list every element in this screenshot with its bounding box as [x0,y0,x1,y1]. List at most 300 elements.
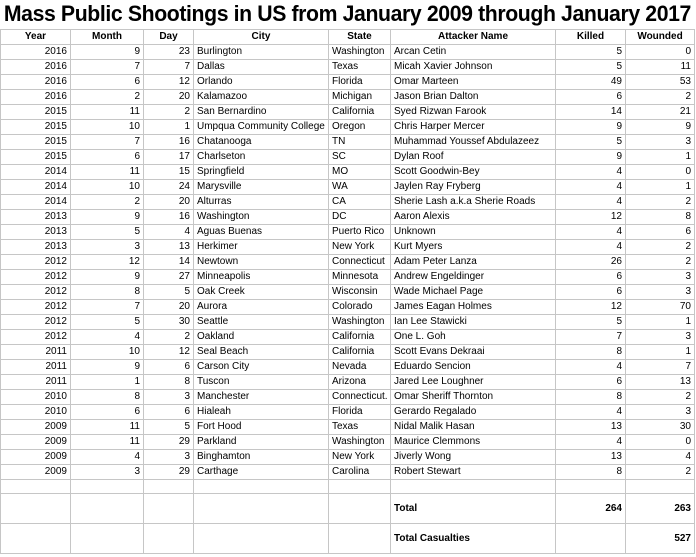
cell-attacker-name[interactable]: Omar Sheriff Thornton [391,390,556,405]
cell-year[interactable]: 2015 [1,105,71,120]
cell-state[interactable]: Nevada [329,360,391,375]
cell-killed[interactable]: 5 [556,60,626,75]
cell-state[interactable]: DC [329,210,391,225]
total-casualties-row [1,524,695,554]
cell-month[interactable]: 2 [71,90,144,105]
cell-state[interactable]: California [329,105,391,120]
cell-state[interactable]: New York [329,450,391,465]
cell-state[interactable]: Carolina [329,465,391,480]
cell-day[interactable]: 29 [144,435,194,450]
cell-wounded[interactable]: 8 [626,210,695,225]
cell[interactable] [556,480,626,494]
cell-year[interactable]: 2015 [1,135,71,150]
cell-month[interactable]: 6 [71,150,144,165]
cell-killed[interactable]: 5 [556,45,626,60]
table-row [1,360,695,375]
total-wounded[interactable]: 263 [626,494,695,524]
cell[interactable] [71,494,144,524]
cell-attacker-name[interactable]: Kurt Myers [391,240,556,255]
cell-day[interactable]: 20 [144,300,194,315]
cell-day[interactable]: 24 [144,180,194,195]
cell-day[interactable]: 20 [144,90,194,105]
cell-day[interactable]: 13 [144,240,194,255]
total-killed[interactable]: 264 [556,494,626,524]
table-row [1,210,695,225]
cell-year[interactable]: 2016 [1,90,71,105]
cell-day[interactable]: 8 [144,375,194,390]
cell-month[interactable]: 12 [71,255,144,270]
cell-killed[interactable]: 4 [556,180,626,195]
cell-city[interactable]: Springfield [194,165,329,180]
table-row [1,225,695,240]
cell[interactable] [1,494,71,524]
cell-city[interactable]: Chatanooga [194,135,329,150]
cell-wounded[interactable]: 2 [626,195,695,210]
cell-attacker-name[interactable]: Aaron Alexis [391,210,556,225]
cell-wounded[interactable]: 7 [626,360,695,375]
total-label[interactable]: Total [391,494,556,524]
cell-state[interactable]: MO [329,165,391,180]
cell-wounded[interactable]: 6 [626,225,695,240]
cell-state[interactable]: Arizona [329,375,391,390]
cell-city[interactable]: Oakland [194,330,329,345]
total-row [1,494,695,524]
cell-killed[interactable]: 9 [556,120,626,135]
cell-city[interactable]: Hialeah [194,405,329,420]
cell-month[interactable]: 9 [71,45,144,60]
cell-month[interactable]: 11 [71,435,144,450]
cell-day[interactable]: 2 [144,105,194,120]
cell-year[interactable]: 2011 [1,375,71,390]
cell-month[interactable]: 6 [71,75,144,90]
cell-city[interactable]: Marysville [194,180,329,195]
cell[interactable] [329,524,391,554]
cell-city[interactable]: Tuscon [194,375,329,390]
cell-wounded[interactable]: 3 [626,285,695,300]
cell-state[interactable]: California [329,330,391,345]
sheet-title: Mass Public Shootings in US from January 2009 through January 2017 [3,1,691,26]
cell-wounded[interactable]: 11 [626,60,695,75]
cell-state[interactable]: Minnesota [329,270,391,285]
cell-month[interactable]: 9 [71,360,144,375]
cell-year[interactable]: 2014 [1,195,71,210]
cell-state[interactable]: Oregon [329,120,391,135]
column-header-month[interactable]: Month [71,30,144,45]
cell-year[interactable]: 2013 [1,240,71,255]
cell-year[interactable]: 2009 [1,435,71,450]
cell-month[interactable]: 5 [71,315,144,330]
cell-wounded[interactable]: 2 [626,390,695,405]
cell-day[interactable]: 16 [144,135,194,150]
cell-killed[interactable]: 6 [556,90,626,105]
cell-day[interactable]: 27 [144,270,194,285]
cell-day[interactable]: 5 [144,420,194,435]
cell-year[interactable]: 2012 [1,330,71,345]
cell-killed[interactable]: 9 [556,150,626,165]
cell-month[interactable]: 10 [71,180,144,195]
cell-city[interactable]: Manchester [194,390,329,405]
cell-year[interactable]: 2013 [1,225,71,240]
cell-month[interactable]: 4 [71,450,144,465]
cell-month[interactable]: 11 [71,105,144,120]
cell-attacker-name[interactable]: Nidal Malik Hasan [391,420,556,435]
cell-city[interactable]: Binghamton [194,450,329,465]
cell-city[interactable]: Dallas [194,60,329,75]
cell-killed[interactable]: 4 [556,435,626,450]
table-row [1,375,695,390]
cell[interactable] [144,524,194,554]
cell-day[interactable]: 23 [144,45,194,60]
cell-day[interactable]: 3 [144,390,194,405]
cell-attacker-name[interactable]: Muhammad Youssef Abdulazeez [391,135,556,150]
cell-killed[interactable]: 4 [556,360,626,375]
cell-month[interactable]: 11 [71,420,144,435]
cell-killed[interactable]: 12 [556,210,626,225]
cell-wounded[interactable]: 3 [626,405,695,420]
cell-day[interactable]: 12 [144,345,194,360]
cell-city[interactable]: Herkimer [194,240,329,255]
cell-killed[interactable]: 8 [556,345,626,360]
cell[interactable] [1,480,71,494]
cell-year[interactable]: 2012 [1,315,71,330]
cell-wounded[interactable]: 21 [626,105,695,120]
cell-year[interactable]: 2016 [1,45,71,60]
cell-month[interactable]: 4 [71,330,144,345]
cell-month[interactable]: 1 [71,375,144,390]
table-row [1,150,695,165]
cell-year[interactable]: 2011 [1,360,71,375]
cell-state[interactable]: Florida [329,75,391,90]
cell-state[interactable]: SC [329,150,391,165]
cell-wounded[interactable]: 0 [626,435,695,450]
cell[interactable] [556,524,626,554]
cell-attacker-name[interactable]: Adam Peter Lanza [391,255,556,270]
cell-attacker-name[interactable]: Chris Harper Mercer [391,120,556,135]
cell-killed[interactable]: 4 [556,225,626,240]
cell-day[interactable]: 15 [144,165,194,180]
cell-killed[interactable]: 4 [556,165,626,180]
totals-section [1,480,695,554]
cell[interactable] [194,524,329,554]
table-row [1,330,695,345]
cell-attacker-name[interactable]: Scott Evans Dekraai [391,345,556,360]
cell-year[interactable]: 2015 [1,120,71,135]
cell-year[interactable]: 2015 [1,150,71,165]
cell-killed[interactable]: 13 [556,420,626,435]
cell[interactable] [329,480,391,494]
cell-killed[interactable]: 7 [556,330,626,345]
cell-day[interactable]: 14 [144,255,194,270]
table-row [1,345,695,360]
cell-city[interactable]: Seal Beach [194,345,329,360]
cell-day[interactable]: 29 [144,465,194,480]
cell-day[interactable]: 16 [144,210,194,225]
cell-killed[interactable]: 6 [556,270,626,285]
cell-year[interactable]: 2016 [1,60,71,75]
cell-state[interactable]: Puerto Rico [329,225,391,240]
cell-wounded[interactable]: 0 [626,45,695,60]
column-header-attacker-name[interactable]: Attacker Name [391,30,556,45]
cell-attacker-name[interactable]: Unknown [391,225,556,240]
cell-wounded[interactable]: 4 [626,450,695,465]
cell-year[interactable]: 2010 [1,405,71,420]
cell-month[interactable]: 3 [71,465,144,480]
cell[interactable] [1,524,71,554]
table-row [1,420,695,435]
cell-day[interactable]: 3 [144,450,194,465]
cell[interactable] [391,480,556,494]
cell-attacker-name[interactable]: One L. Goh [391,330,556,345]
cell-city[interactable]: Umpqua Community College [194,120,329,135]
cell-killed[interactable]: 14 [556,105,626,120]
column-header-day[interactable]: Day [144,30,194,45]
cell-state[interactable]: Washington [329,435,391,450]
column-header-city[interactable]: City [194,30,329,45]
table-row [1,390,695,405]
cell-day[interactable]: 6 [144,405,194,420]
cell-state[interactable]: Colorado [329,300,391,315]
cell-wounded[interactable]: 9 [626,120,695,135]
cell-day[interactable]: 17 [144,150,194,165]
cell-wounded[interactable]: 13 [626,375,695,390]
cell-year[interactable]: 2014 [1,180,71,195]
cell-city[interactable]: Kalamazoo [194,90,329,105]
cell-city[interactable]: Newtown [194,255,329,270]
cell-killed[interactable]: 5 [556,315,626,330]
cell[interactable] [329,494,391,524]
cell-day[interactable]: 30 [144,315,194,330]
cell-killed[interactable]: 5 [556,135,626,150]
cell-city[interactable]: Washington [194,210,329,225]
cell-state[interactable]: TN [329,135,391,150]
cell-day[interactable]: 20 [144,195,194,210]
cell-killed[interactable]: 26 [556,255,626,270]
cell-year[interactable]: 2012 [1,300,71,315]
cell-wounded[interactable]: 53 [626,75,695,90]
table-row [1,405,695,420]
cell-city[interactable]: Orlando [194,75,329,90]
cell-state[interactable]: Connecticut [329,255,391,270]
table-row [1,120,695,135]
cell-attacker-name[interactable]: Jason Brian Dalton [391,90,556,105]
cell-attacker-name[interactable]: Dylan Roof [391,150,556,165]
cell-year[interactable]: 2016 [1,75,71,90]
total-casualties-value[interactable]: 527 [626,524,695,554]
table-row [1,435,695,450]
cell-attacker-name[interactable]: Maurice Clemmons [391,435,556,450]
cell-year[interactable]: 2010 [1,390,71,405]
cell-attacker-name[interactable]: Micah Xavier Johnson [391,60,556,75]
table-row [1,180,695,195]
cell[interactable] [144,494,194,524]
cell-wounded[interactable]: 1 [626,150,695,165]
cell-day[interactable]: 1 [144,120,194,135]
column-header-year[interactable]: Year [1,30,71,45]
total-casualties-label[interactable]: Total Casualties [391,524,556,554]
cell-month[interactable]: 11 [71,165,144,180]
table-row [1,45,695,60]
table-row [1,165,695,180]
cell-state[interactable]: Washington [329,315,391,330]
column-header-wounded[interactable]: Wounded [626,30,695,45]
cell-killed[interactable]: 4 [556,405,626,420]
header-row [1,30,695,45]
cell-state[interactable]: California [329,345,391,360]
cell-month[interactable]: 8 [71,285,144,300]
cell-attacker-name[interactable]: Omar Marteen [391,75,556,90]
cell-city[interactable]: Oak Creek [194,285,329,300]
cell[interactable] [194,480,329,494]
cell-attacker-name[interactable]: Arcan Cetin [391,45,556,60]
cell[interactable] [194,494,329,524]
cell-state[interactable]: Texas [329,60,391,75]
cell-killed[interactable]: 6 [556,375,626,390]
cell-day[interactable]: 5 [144,285,194,300]
table-row [1,450,695,465]
cell-state[interactable]: Wisconsin [329,285,391,300]
cell-month[interactable]: 3 [71,240,144,255]
cell-year[interactable]: 2009 [1,465,71,480]
cell-attacker-name[interactable]: Robert Stewart [391,465,556,480]
cell-wounded[interactable]: 1 [626,180,695,195]
cell-wounded[interactable]: 30 [626,420,695,435]
cell-state[interactable]: WA [329,180,391,195]
cell[interactable] [71,480,144,494]
shootings-table [0,29,695,554]
cell-city[interactable]: Aurora [194,300,329,315]
cell-wounded[interactable]: 2 [626,90,695,105]
cell-month[interactable]: 10 [71,345,144,360]
cell-state[interactable]: Michigan [329,90,391,105]
cell-city[interactable]: Minneapolis [194,270,329,285]
cell-year[interactable]: 2012 [1,270,71,285]
column-header-killed[interactable]: Killed [556,30,626,45]
cell-state[interactable]: Connecticut. [329,390,391,405]
cell-year[interactable]: 2012 [1,285,71,300]
cell-attacker-name[interactable]: James Eagan Holmes [391,300,556,315]
cell-wounded[interactable]: 1 [626,315,695,330]
cell-day[interactable]: 7 [144,60,194,75]
cell[interactable] [71,524,144,554]
cell-wounded[interactable]: 2 [626,240,695,255]
table-row [1,60,695,75]
cell-city[interactable]: Seattle [194,315,329,330]
cell-month[interactable]: 8 [71,390,144,405]
cell-killed[interactable]: 4 [556,195,626,210]
cell-month[interactable]: 7 [71,135,144,150]
cell-city[interactable]: Carson City [194,360,329,375]
cell-day[interactable]: 6 [144,360,194,375]
cell-state[interactable]: New York [329,240,391,255]
cell-attacker-name[interactable]: Jiverly Wong [391,450,556,465]
cell-killed[interactable]: 49 [556,75,626,90]
cell-attacker-name[interactable]: Eduardo Sencion [391,360,556,375]
cell-year[interactable]: 2013 [1,210,71,225]
cell-attacker-name[interactable]: Ian Lee Stawicki [391,315,556,330]
cell-killed[interactable]: 12 [556,300,626,315]
cell-attacker-name[interactable]: Jaylen Ray Fryberg [391,180,556,195]
cell-state[interactable]: Texas [329,420,391,435]
cell-killed[interactable]: 8 [556,390,626,405]
cell-month[interactable]: 7 [71,60,144,75]
cell-month[interactable]: 9 [71,210,144,225]
cell-attacker-name[interactable]: Syed Rizwan Farook [391,105,556,120]
cell-state[interactable]: Washington [329,45,391,60]
cell-year[interactable]: 2012 [1,255,71,270]
cell-day[interactable]: 12 [144,75,194,90]
cell-month[interactable]: 5 [71,225,144,240]
cell-attacker-name[interactable]: Sherie Lash a.k.a Sherie Roads [391,195,556,210]
cell-attacker-name[interactable]: Andrew Engeldinger [391,270,556,285]
cell-killed[interactable]: 4 [556,240,626,255]
table-row [1,255,695,270]
cell-attacker-name[interactable]: Scott Goodwin-Bey [391,165,556,180]
spacer-row [1,480,695,494]
table-row [1,75,695,90]
cell-wounded[interactable]: 3 [626,135,695,150]
cell-month[interactable]: 6 [71,405,144,420]
cell-wounded[interactable]: 3 [626,330,695,345]
cell-wounded[interactable]: 3 [626,270,695,285]
cell-city[interactable]: Fort Hood [194,420,329,435]
cell-year[interactable]: 2009 [1,450,71,465]
cell-city[interactable]: Alturras [194,195,329,210]
cell-year[interactable]: 2009 [1,420,71,435]
cell-city[interactable]: Charlseton [194,150,329,165]
cell-attacker-name[interactable]: Wade Michael Page [391,285,556,300]
cell-year[interactable]: 2011 [1,345,71,360]
cell-month[interactable]: 7 [71,300,144,315]
cell[interactable] [626,480,695,494]
cell-month[interactable]: 2 [71,195,144,210]
cell-city[interactable]: San Bernardino [194,105,329,120]
cell-city[interactable]: Aguas Buenas [194,225,329,240]
cell-day[interactable]: 4 [144,225,194,240]
cell-wounded[interactable]: 1 [626,345,695,360]
cell-day[interactable]: 2 [144,330,194,345]
cell-killed[interactable]: 13 [556,450,626,465]
cell[interactable] [144,480,194,494]
cell-state[interactable]: Florida [329,405,391,420]
cell-city[interactable]: Parkland [194,435,329,450]
cell-attacker-name[interactable]: Jared Lee Loughner [391,375,556,390]
cell-killed[interactable]: 6 [556,285,626,300]
cell-wounded[interactable]: 2 [626,255,695,270]
table-row [1,285,695,300]
cell-city[interactable]: Burlington [194,45,329,60]
cell-month[interactable]: 10 [71,120,144,135]
table-body [1,45,695,480]
cell-wounded[interactable]: 0 [626,165,695,180]
cell-killed[interactable]: 8 [556,465,626,480]
table-row [1,270,695,285]
column-header-state[interactable]: State [329,30,391,45]
cell-wounded[interactable]: 2 [626,465,695,480]
table-row [1,315,695,330]
table-row [1,135,695,150]
table-row [1,465,695,480]
cell-month[interactable]: 9 [71,270,144,285]
table-row [1,195,695,210]
cell-wounded[interactable]: 70 [626,300,695,315]
cell-city[interactable]: Carthage [194,465,329,480]
cell-attacker-name[interactable]: Gerardo Regalado [391,405,556,420]
table-row [1,105,695,120]
cell-state[interactable]: CA [329,195,391,210]
cell-year[interactable]: 2014 [1,165,71,180]
table-row [1,240,695,255]
table-row [1,90,695,105]
